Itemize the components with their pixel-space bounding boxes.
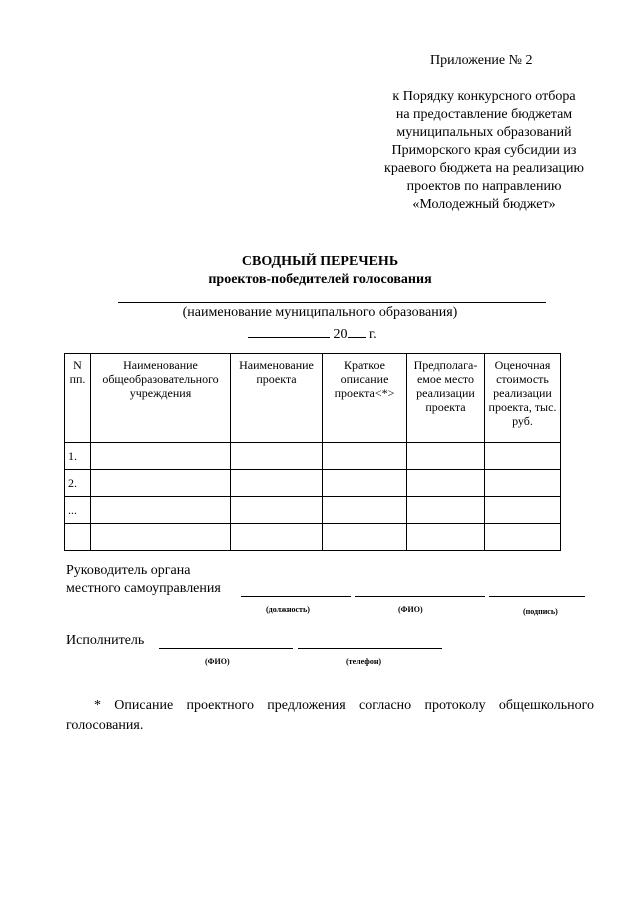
col-header-number: N пп. xyxy=(65,354,91,443)
col-header-institution: Наименование общеобразовательного учреждения xyxy=(91,354,231,443)
table-header-row xyxy=(65,354,561,443)
table-row xyxy=(65,470,561,497)
basis-line: к Порядку конкурсного отбора xyxy=(392,89,576,104)
date-blank xyxy=(248,325,330,338)
signature-blank-line xyxy=(489,596,585,597)
fio-caption: (ФИО) xyxy=(398,605,423,614)
row-number: ... xyxy=(65,497,91,524)
table-row xyxy=(65,497,561,524)
footnote: * Описание проектного предложения согласно протоколу общешкольного голосования. xyxy=(66,698,594,733)
year-prefix: 20 xyxy=(333,327,348,342)
head-label-line1: Руководитель органа xyxy=(66,563,191,578)
municipality-caption: (наименование муниципального образования) xyxy=(182,305,458,320)
row-number: 2. xyxy=(65,470,91,497)
col-header-cost: Оценочная стоимость реализации проекта, тыс. руб. xyxy=(485,354,561,443)
executor-label: Исполнитель xyxy=(66,633,145,648)
table-row xyxy=(65,524,561,551)
document-title: СВОДНЫЙ ПЕРЕЧЕНЬ xyxy=(241,254,399,269)
col-header-location: Предполага-емое место реализации проекта xyxy=(407,354,485,443)
appendix-basis xyxy=(368,88,600,214)
basis-line: Приморского края субсидии из xyxy=(391,143,577,158)
basis-line: на предоставление бюджетам xyxy=(395,107,573,122)
table-row xyxy=(65,443,561,470)
year-blank xyxy=(348,325,366,338)
municipality-blank-line xyxy=(118,302,546,303)
executor-fio-caption: (ФИО) xyxy=(205,657,230,666)
basis-line: «Молодежный бюджет» xyxy=(412,197,556,212)
appendix-number: Приложение № 2 xyxy=(430,53,533,68)
row-number xyxy=(65,524,91,551)
projects-table xyxy=(64,353,561,551)
executor-phone-caption: (телефон) xyxy=(346,657,382,666)
position-blank-line xyxy=(241,596,351,597)
basis-line: муниципальных образований xyxy=(396,125,572,140)
col-header-description: Краткое описание проекта<*> xyxy=(323,354,407,443)
basis-line: краевого бюджета на реализацию xyxy=(384,161,584,176)
row-number: 1. xyxy=(65,443,91,470)
head-label-line2: местного самоуправления xyxy=(66,581,221,596)
year-suffix: г. xyxy=(369,327,377,342)
fio-blank-line xyxy=(355,596,485,597)
position-caption: (должность) xyxy=(266,605,310,614)
executor-fio-blank-line xyxy=(159,648,293,649)
executor-phone-blank-line xyxy=(298,648,442,649)
document-subtitle: проектов-победителей голосования xyxy=(208,272,432,287)
basis-line: проектов по направлению xyxy=(406,179,562,194)
date-line xyxy=(248,325,377,343)
signature-caption: (подпись) xyxy=(523,607,558,616)
col-header-project-name: Наименование проекта xyxy=(231,354,323,443)
